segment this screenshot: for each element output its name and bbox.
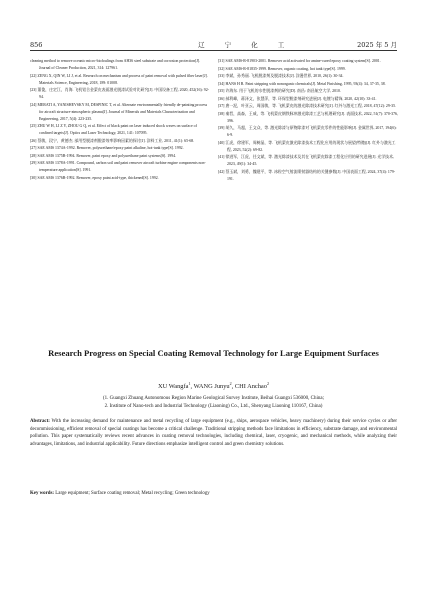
author-name: XU Wangfa [158, 383, 189, 391]
author-affiliation-mark: 1 [188, 381, 191, 386]
reference-item: [38] 秦哲，高森，王威，等. 飞机蒙皮钢铁脉冲激光除漆工艺与机理研究[J]. 表面技术, 2022, 51(7): 370-376, 396. [218, 111, 398, 123]
reference-item: [31] SAE AMS-R-81903-2001. Remover acid activated for amine-cured epoxy coating system[S]. 2001. [218, 59, 381, 63]
keywords-label: Key words: [30, 491, 55, 496]
references-left-column [30, 58, 210, 182]
reference-item: [39] 胡久，马超，王文众，等. 激光除漆与原物除漆对飞机蒙皮零件的性能影响[J]. 金属世界, 2017, 194(6): 6-9. [218, 126, 397, 137]
reference-item: [42] 蔡玉斌，刘勇，魏建平，等. 冰粒空气射流喷射器结构的关键参数[J]. 中国表面工程, 2024, 37(4): 179-191. [218, 169, 396, 181]
reference-item: cleaning method to remove oceanic micro-biofoulings from AH36 steel substrate and corrosion protection[J]. Journal of Cleaner Production, 2021, 314: 127961. [30, 59, 201, 70]
reference-item: [32] SAE AMS-R-81835-1999. Remover, organic coating, hot tank type[S]. 1999. [218, 66, 346, 71]
journal-name: 辽 宁 化 工 [198, 41, 294, 49]
reference-item: [40] 江虎，徐建军，周树晶，等. 飞机蒙皮激光除漆技术工程化应用的现状与展望(特邀)[J]. 红外与激光工程, 2023, 52(2): 69-82. [218, 140, 396, 152]
author-list: XU Wangfa$^1$, WANG Junyu$^2$, CHI Anchao$^2$ [158, 381, 269, 391]
affiliation-line: (1. Guangxi Zhuang Autonomous Region Marine Geological Survey Institute, Beihai Guangxi 536000, China; [103, 396, 324, 401]
reference-item: [33] 李斌，孙秀丽. 飞机脱漆剂及脱漆技术[J]. 涂漫世界, 2010, 26(1): 30-34. [218, 74, 344, 78]
reference-item: [37] 唐一泥，叶亚云，周国敏，等. 飞机蒙皮的激光除漆技术研究[J]. 红外与激光工程, 2018, 47(12): 29-35. [218, 104, 396, 108]
reference-item: [25] ZHU W H, LI Z Y, ZHOU G Q, et al. Effect of black paint on laser induced shock waves on surface of confined targets[J]. Optics and Laser Technology, 2021, 141: 107095. [30, 124, 197, 135]
affiliation-line: 2. Institute of Nano-tech and Industrial Technology (Liaoning) Co., Ltd., Shenyang Liaoning 110167, China) [104, 404, 323, 409]
issue-date: 2025 年 5 月 [357, 41, 397, 49]
reference-item: [28] SAE AMS 1375B-1994. Remover, paint epoxy and polyurethane paint systems[S]. 1994. [30, 153, 177, 158]
author-name: WANG Junyu [193, 383, 230, 391]
reference-item: [34] HANS H B. Paint stripping with nonorganic chemicals[J]. Metal Finishing, 1995, 93(4): 34, 37-35, 38. [218, 81, 386, 86]
keywords [30, 490, 397, 498]
reference-item: [35] 许海东. 用于飞机的水性脱漆剂的研究[D]. 南昌: 南昌航空大学, 2010. [218, 89, 341, 93]
reference-item: [27] SAE AMS 1374A-1992. Remover, polyurethane/epoxy paint alkaline, hot-tank type[S]. 1992. [30, 146, 184, 150]
reference-item: [36] 郝利峰，蒋泽文，张慧萍，等. 环保型脱漆剂研究进展[J]. 电镀与精饰, 2020, 42(10): 33-41. [218, 96, 377, 101]
references-right-column [218, 58, 398, 183]
affiliations [30, 395, 397, 411]
author-affiliation-mark: 2 [266, 381, 269, 386]
reference-item: [22] ZENG X, QIN W, LI J, et al. Research on mechanism and process of paint removal with pulsed fiber laser[J]. Materials Science, Engineering, 2018, 189: 01008. [30, 73, 208, 85]
keywords-text: Large equipment; Surface coating removal; Metal recycling; Green technology [55, 491, 210, 496]
abstract-label: Abstract: [30, 419, 50, 424]
reference-item: [29] SAE AMS 1378A-1991. Compound, carbon soil and paint remover aircraft turbine engine components non-temperature application[S]. 1991. [30, 161, 206, 172]
reference-item: [30] SAE AMS 1376B-1992. Remover, epoxy paint acid-type, thickened[S]. 1992. [30, 175, 159, 180]
reference-item: [24] MERATI A, YANISHEVSKY M, DESPINIC T, et al. Alternate environmentally friendly de-painting process for aircraft structure-atmospheric plasma[J]. Journal of Minerals and Materials Characterization and Engineering, 2017, 5(4): 223-235. [30, 102, 208, 121]
abstract [30, 418, 397, 448]
page-number: 856 [30, 41, 43, 49]
author-affiliation-mark: 2 [229, 381, 232, 386]
reference-item: [26] 蔡敏，段宁，黄德杰. 部用型脱漆剂脱漆效率影响因素的探讨[J]. 涂料工业, 2011, 41(1): 65-68. [30, 138, 195, 143]
reference-item: [23] 董俊，庄定江，肖海. 飞机铝合金蒙皮表面激光脱漆试验对比研究[J]. 中国设备工程, 2020, 452(16): 92-94. [30, 88, 209, 99]
page-header [30, 40, 397, 51]
reference-item: [41] 徐进军，江虎，任文斌，等. 激光除漆技术及其在飞机蒙皮除漆工程化应用的研究进展[J]. 光学技术, 2023, 49(1): 34-45. [218, 155, 394, 166]
english-title: Research Progress on Special Coating Removal Technology for Large Equipment Surfaces [48, 348, 379, 358]
author-name: CHI Anchao [234, 383, 267, 391]
abstract-text: With the increasing demand for maintenance and metal recycling of large equipment (e.g., ships, aerospace vehicles, heavy machinery) during their service cycles or after decommissioning, efficient removal of special coatings has become a critical challenge. Traditional stripping methods face limitations in efficiency, substrate damage, and environmental pollution. This paper systematically reviews recent advances in coating removal technologies, including chemical, laser, cryogenic, and mechanical methods, while analyzing their advantages, limitations, and industrial applicability. Future directions emphasize intelligent control and green chemistry solutions. [30, 419, 398, 447]
